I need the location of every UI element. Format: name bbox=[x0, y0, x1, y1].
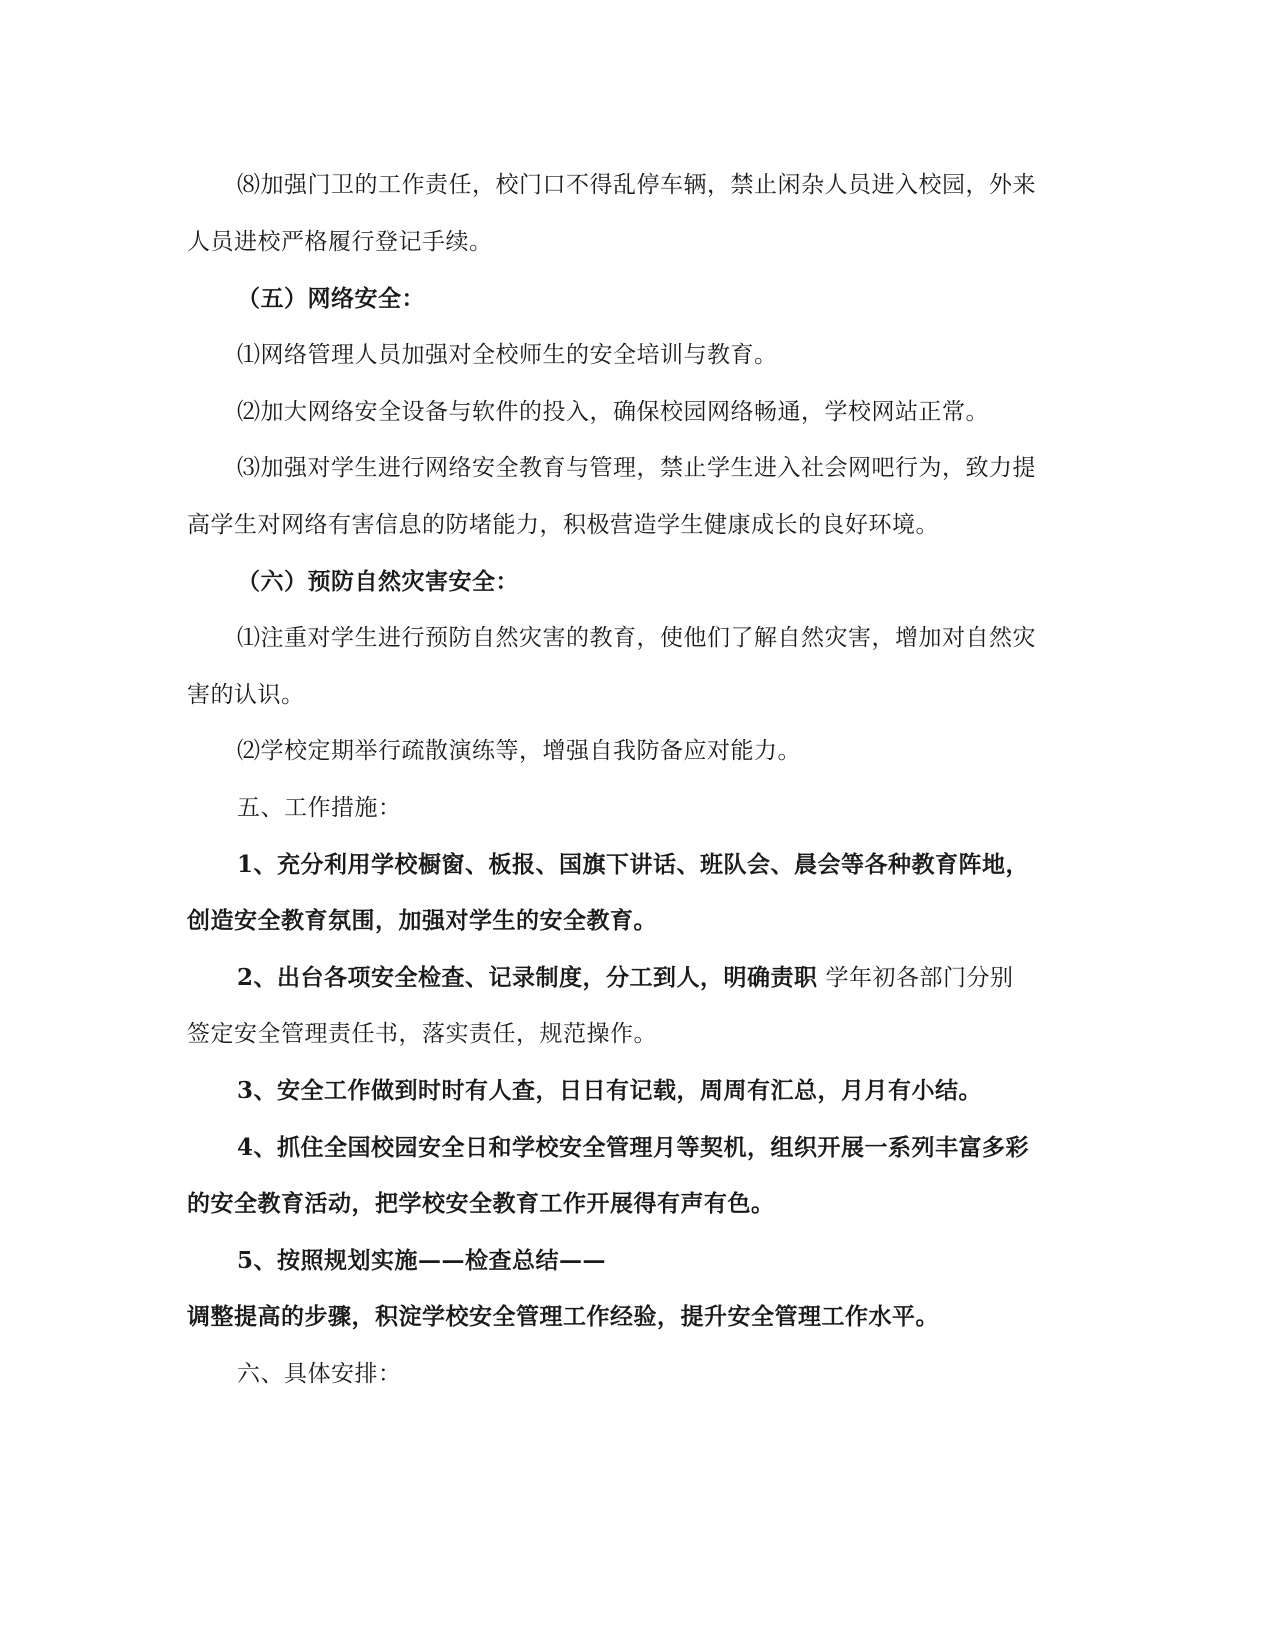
measure-1-line-2: 创造安全教育氛围，加强对学生的安全教育。 bbox=[187, 907, 657, 934]
section-heading-work-measures: 五、工作措施： bbox=[237, 795, 402, 821]
paragraph-network-education-line-2: 高学生对网络有害信息的防堵能力，积极营造学生健康成长的良好环境。 bbox=[187, 512, 939, 538]
paragraph-network-investment: ⑵加大网络安全设备与软件的投入，确保校园网络畅通，学校网站正常。 bbox=[237, 399, 989, 425]
section-heading-natural-disaster: （六）预防自然灾害安全： bbox=[237, 568, 519, 595]
measure-2-line-1 bbox=[237, 963, 1137, 993]
section-heading-specific-arrangements: 六、具体安排： bbox=[237, 1361, 402, 1387]
measure-4-line-1: 4、抓住全国校园安全日和学校安全管理月等契机，组织开展一系列丰富多彩 bbox=[237, 1134, 1030, 1161]
measure-2-plain-part: 学年初各部门分别 bbox=[825, 965, 1014, 991]
measure-5-line-1: 5、按照规划实施——检查总结—— bbox=[237, 1247, 607, 1274]
section-heading-network-security: （五）网络安全： bbox=[237, 285, 425, 312]
measure-3: 3、安全工作做到时时有人查，日日有记载，周周有汇总，月月有小结。 bbox=[237, 1077, 983, 1104]
paragraph-evacuation-drill: ⑵学校定期举行疏散演练等，增强自我防备应对能力。 bbox=[237, 738, 801, 764]
measure-4-line-2: 的安全教育活动，把学校安全教育工作开展得有声有色。 bbox=[187, 1190, 775, 1217]
paragraph-network-education-line-1: ⑶加强对学生进行网络安全教育与管理，禁止学生进入社会网吧行为，致力提 bbox=[237, 455, 1036, 481]
paragraph-network-training: ⑴网络管理人员加强对全校师生的安全培训与教育。 bbox=[237, 342, 778, 368]
paragraph-disaster-education-line-2: 害的认识。 bbox=[187, 682, 305, 708]
measure-5-line-2: 调整提高的步骤，积淀学校安全管理工作经验，提升安全管理工作水平。 bbox=[187, 1303, 939, 1330]
paragraph-gate-security-line-2: 人员进校严格履行登记手续。 bbox=[187, 229, 493, 255]
measure-1-line-1: 1、充分利用学校橱窗、板报、国旗下讲话、班队会、晨会等各种教育阵地， bbox=[237, 851, 1030, 878]
paragraph-gate-security-line-1: ⑻加强门卫的工作责任，校门口不得乱停车辆，禁止闲杂人员进入校园，外来 bbox=[237, 172, 1036, 198]
measure-2-line-2: 签定安全管理责任书，落实责任，规范操作。 bbox=[187, 1021, 657, 1047]
paragraph-disaster-education-line-1: ⑴注重对学生进行预防自然灾害的教育，使他们了解自然灾害，增加对自然灾 bbox=[237, 625, 1036, 651]
measure-2-bold-part: 2、出台各项安全检查、记录制度，分工到人，明确责职 bbox=[237, 964, 818, 991]
